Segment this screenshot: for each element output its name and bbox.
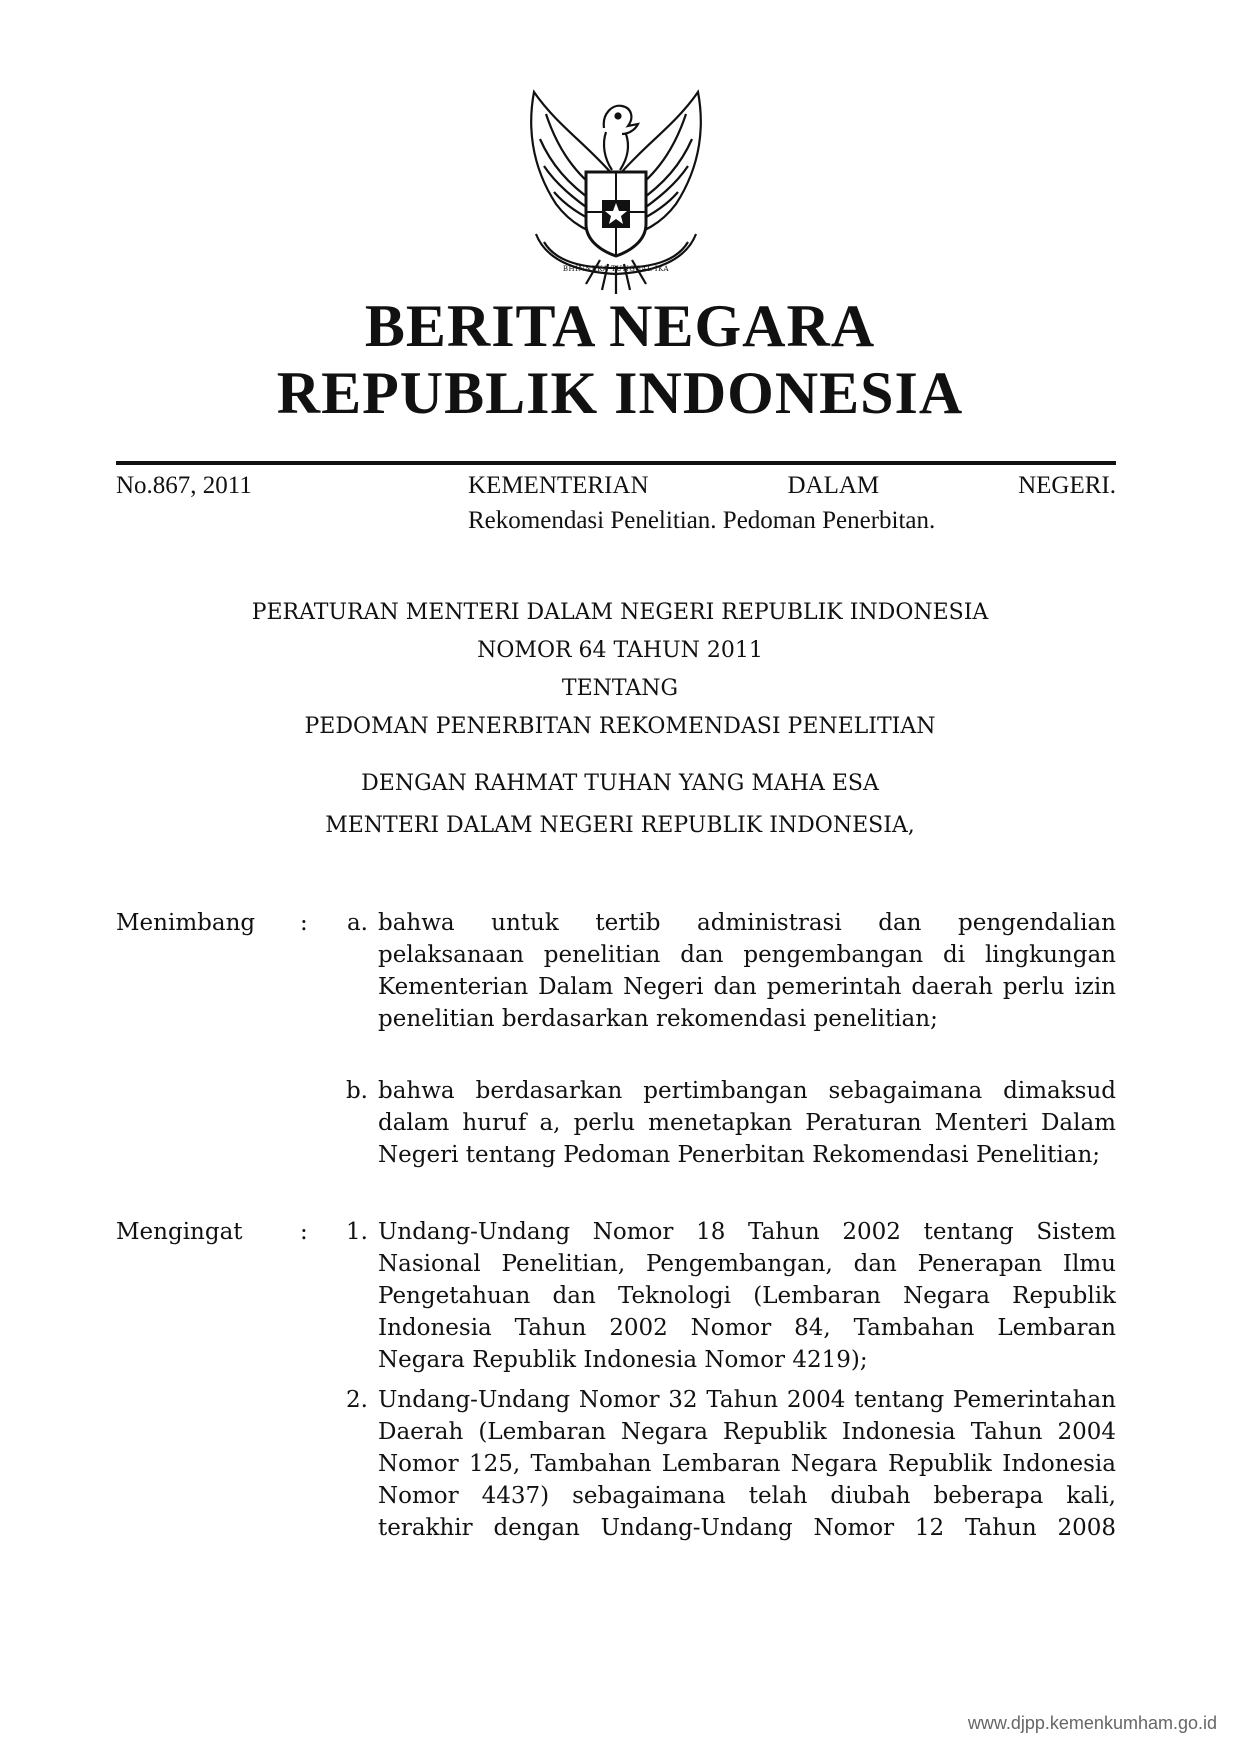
masthead-divider [116,461,1116,465]
source-url-watermark: www.djpp.kemenkumham.go.id [967,1713,1217,1733]
menimbang-item-marker: b. [345,1078,368,1104]
menimbang-item-text: bahwa untuk tertib administrasi dan pengendalian pelaksanaan penelitian dan pengembangan di lingkungan Kementerian Dalam Negeri dan pemerintah daerah perlu izin penelitian berdasarkan rekomendasi penelitian; [378,910,1116,1032]
gazette-subject: KEMENTERIAN DALAM NEGERI. [468,472,1117,499]
gazette-number: No.867, 2011 [116,472,252,499]
mengingat-label: Mengingat [116,1219,243,1245]
menimbang-label: Menimbang [116,910,256,936]
garuda-emblem-icon [516,84,716,296]
regulation-subject: PEDOMAN PENERBITAN REKOMENDASI PENELITIAN [304,714,936,739]
mengingat-colon: : [300,1219,308,1245]
mengingat-item-marker: 1. [346,1219,368,1245]
gazette-subtitle: Rekomendasi Penelitian. Pedoman Penerbitan. [468,507,936,534]
preamble-minister: MENTERI DALAM NEGERI REPUBLIK INDONESIA, [325,813,915,838]
mengingat-item-marker: 2. [346,1387,368,1413]
masthead-title-line1: BERITA NEGARA [364,293,876,359]
masthead-title-line2: REPUBLIK INDONESIA [276,360,964,426]
menimbang-colon: : [300,910,308,936]
regulation-number: NOMOR 64 TAHUN 2011 [477,638,763,663]
menimbang-item-text: bahwa berdasarkan pertimbangan sebagaimana dimaksud dalam huruf a, perlu menetapkan Peraturan Menteri Dalam Negeri tentang Pedoman Penerbitan Rekomendasi Penelitian; [378,1078,1116,1168]
svg-text:BHINNEKA TUNGGAL IKA: BHINNEKA TUNGGAL IKA [562,265,670,273]
regulation-title: PERATURAN MENTERI DALAM NEGERI REPUBLIK INDONESIA [251,600,989,625]
regulation-about: TENTANG [561,676,679,701]
preamble-blessing: DENGAN RAHMAT TUHAN YANG MAHA ESA [361,771,879,796]
menimbang-item-marker: a. [346,910,368,936]
mengingat-item-text: Undang-Undang Nomor 18 Tahun 2002 tentang Sistem Nasional Penelitian, Pengembangan, dan Penerapan Ilmu Pengetahuan dan Teknologi (Lembaran Negara Republik Indonesia Tahun 2002 Nomor 84, Tambahan Lembaran Negara Republik Indonesia Nomor 4219); [378,1219,1116,1373]
mengingat-item-text: Undang-Undang Nomor 32 Tahun 2004 tentang Pemerintahan Daerah (Lembaran Negara Republik Indonesia Tahun 2004 Nomor 125, Tambahan Lembaran Negara Republik Indonesia Nomor 4437) sebagaimana telah diubah beberapa kali, terakhir dengan Undang-Undang Nomor 12 Tahun 2008 [378,1387,1116,1541]
